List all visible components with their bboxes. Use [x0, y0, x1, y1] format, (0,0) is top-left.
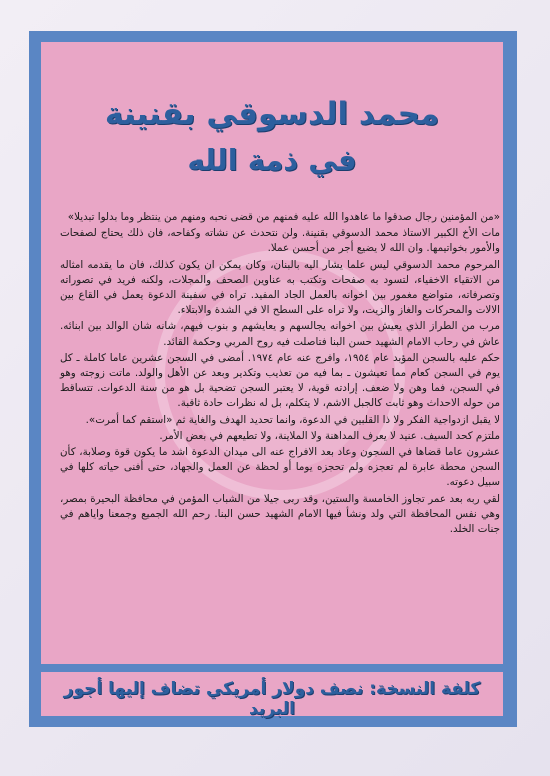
paragraph: مات الأخ الكبير الاستاذ محمد الدسوقي بقنينة. ولن نتحدث عن نشاته وكفاحه، فان ذلك يحتاج لصفحات والأمور بخواتيمها. وان الله لا يضيع أجر من أحسن عملا. — [60, 227, 500, 255]
paragraph: لقي ربه بعد عمر تجاوز الخامسة والستين، وقد ربى جيلا من الشباب المؤمن في محافظة البحيرة بمصر، وهي نفس المحافظة التي ولد ونشأ فيها الامام الشهيد حسن البنا. رحم الله الجميع وجمعنا واياهم في جنات الخلد. — [60, 492, 500, 536]
article-body — [60, 210, 500, 538]
page-title: محمد الدسوقي بقنينة — [104, 96, 440, 132]
quran-verse: «من المؤمنين رجال صدقوا ما عاهدوا الله عليه فمنهم من قضى نحبه ومنهم من ينتظر وما بدلوا تبديلا» — [67, 211, 500, 223]
paragraph: مرب من الطراز الذي يعيش بين اخوانه يجالسهم و يعايشهم و بنوب فيهم، شانه شان الوالد بين ابنائه. عاش في رحاب الامام الشهيد حسن البنا فتاصلت فيه روح المربي وحكمة القائد. — [60, 320, 500, 348]
paragraph: عشرون عاما قضاها في السجون وعاد بعد الافراج عنه الى ميدان الدعوة اشد ما يكون قوة وصلابة، كأن السجن محطة عابرة لم تعجزه ولم تحجزه يوما أو لحظة عن العمل والجهاد، حتى أفنى حياته كلها في سبيل دعوته. — [60, 446, 500, 489]
paragraph: ملتزم كحد السيف. عنيد لا يعرف المداهنة ولا الملاينة، ولا تطيعهم في بعض الأمر. — [159, 429, 500, 442]
page-subtitle: في ذمة الله — [187, 143, 357, 177]
paragraph: حكم عليه بالسجن المؤبد عام ١٩٥٤، وافرج عنه عام ١٩٧٤. أمضى في السجن عشرين عاما كاملة ـ كل يوم في السجن كعام مما تعيشون ـ بما فيه من تعذيب وتكدير وبعد عن الأهل والولد. ماتت زوجته وهو في السجن، فما وهن ولا ضعف. إرادته قوية، لا يعتبر السجن تضحية بل هو من سنة الدعوات. تتساقط من حوله الاحداث وهو ثابت كالجبل الاشم، لا يتكلم، بل له نظرات حادة ثاقبة. — [60, 351, 500, 410]
price-note: كلفة النسخة: نصف دولار أمريكي تضاف إليها أجور البريد — [63, 679, 481, 719]
paragraph: لا يقبل ازدواجية الفكر ولا ذا القلبين في الدعوة، وانما تحديد الهدف والغاية ثم «استقم كما أمرت». — [85, 413, 500, 426]
paragraph: المرحوم محمد الدسوقي ليس علما يشار اليه بالبنان، وكان يمكن ان يكون كذلك، فان ما يقدمه امثاله من الاتقياء الاخفياء، لتسود به صفحات وتكتب به عناوين الصحف والمجلات، ولكنه فريد في تصوراته وتصرفاته، متواضع مغمور بين اخوانه بالعمل الجاد المفيد. تراه في سفينة الدعوة يعمل في القاع بين الالات والمحركات والغاز والزيت، ولا تراه على السطح الا في الشدة والابتلاء. — [60, 258, 500, 317]
